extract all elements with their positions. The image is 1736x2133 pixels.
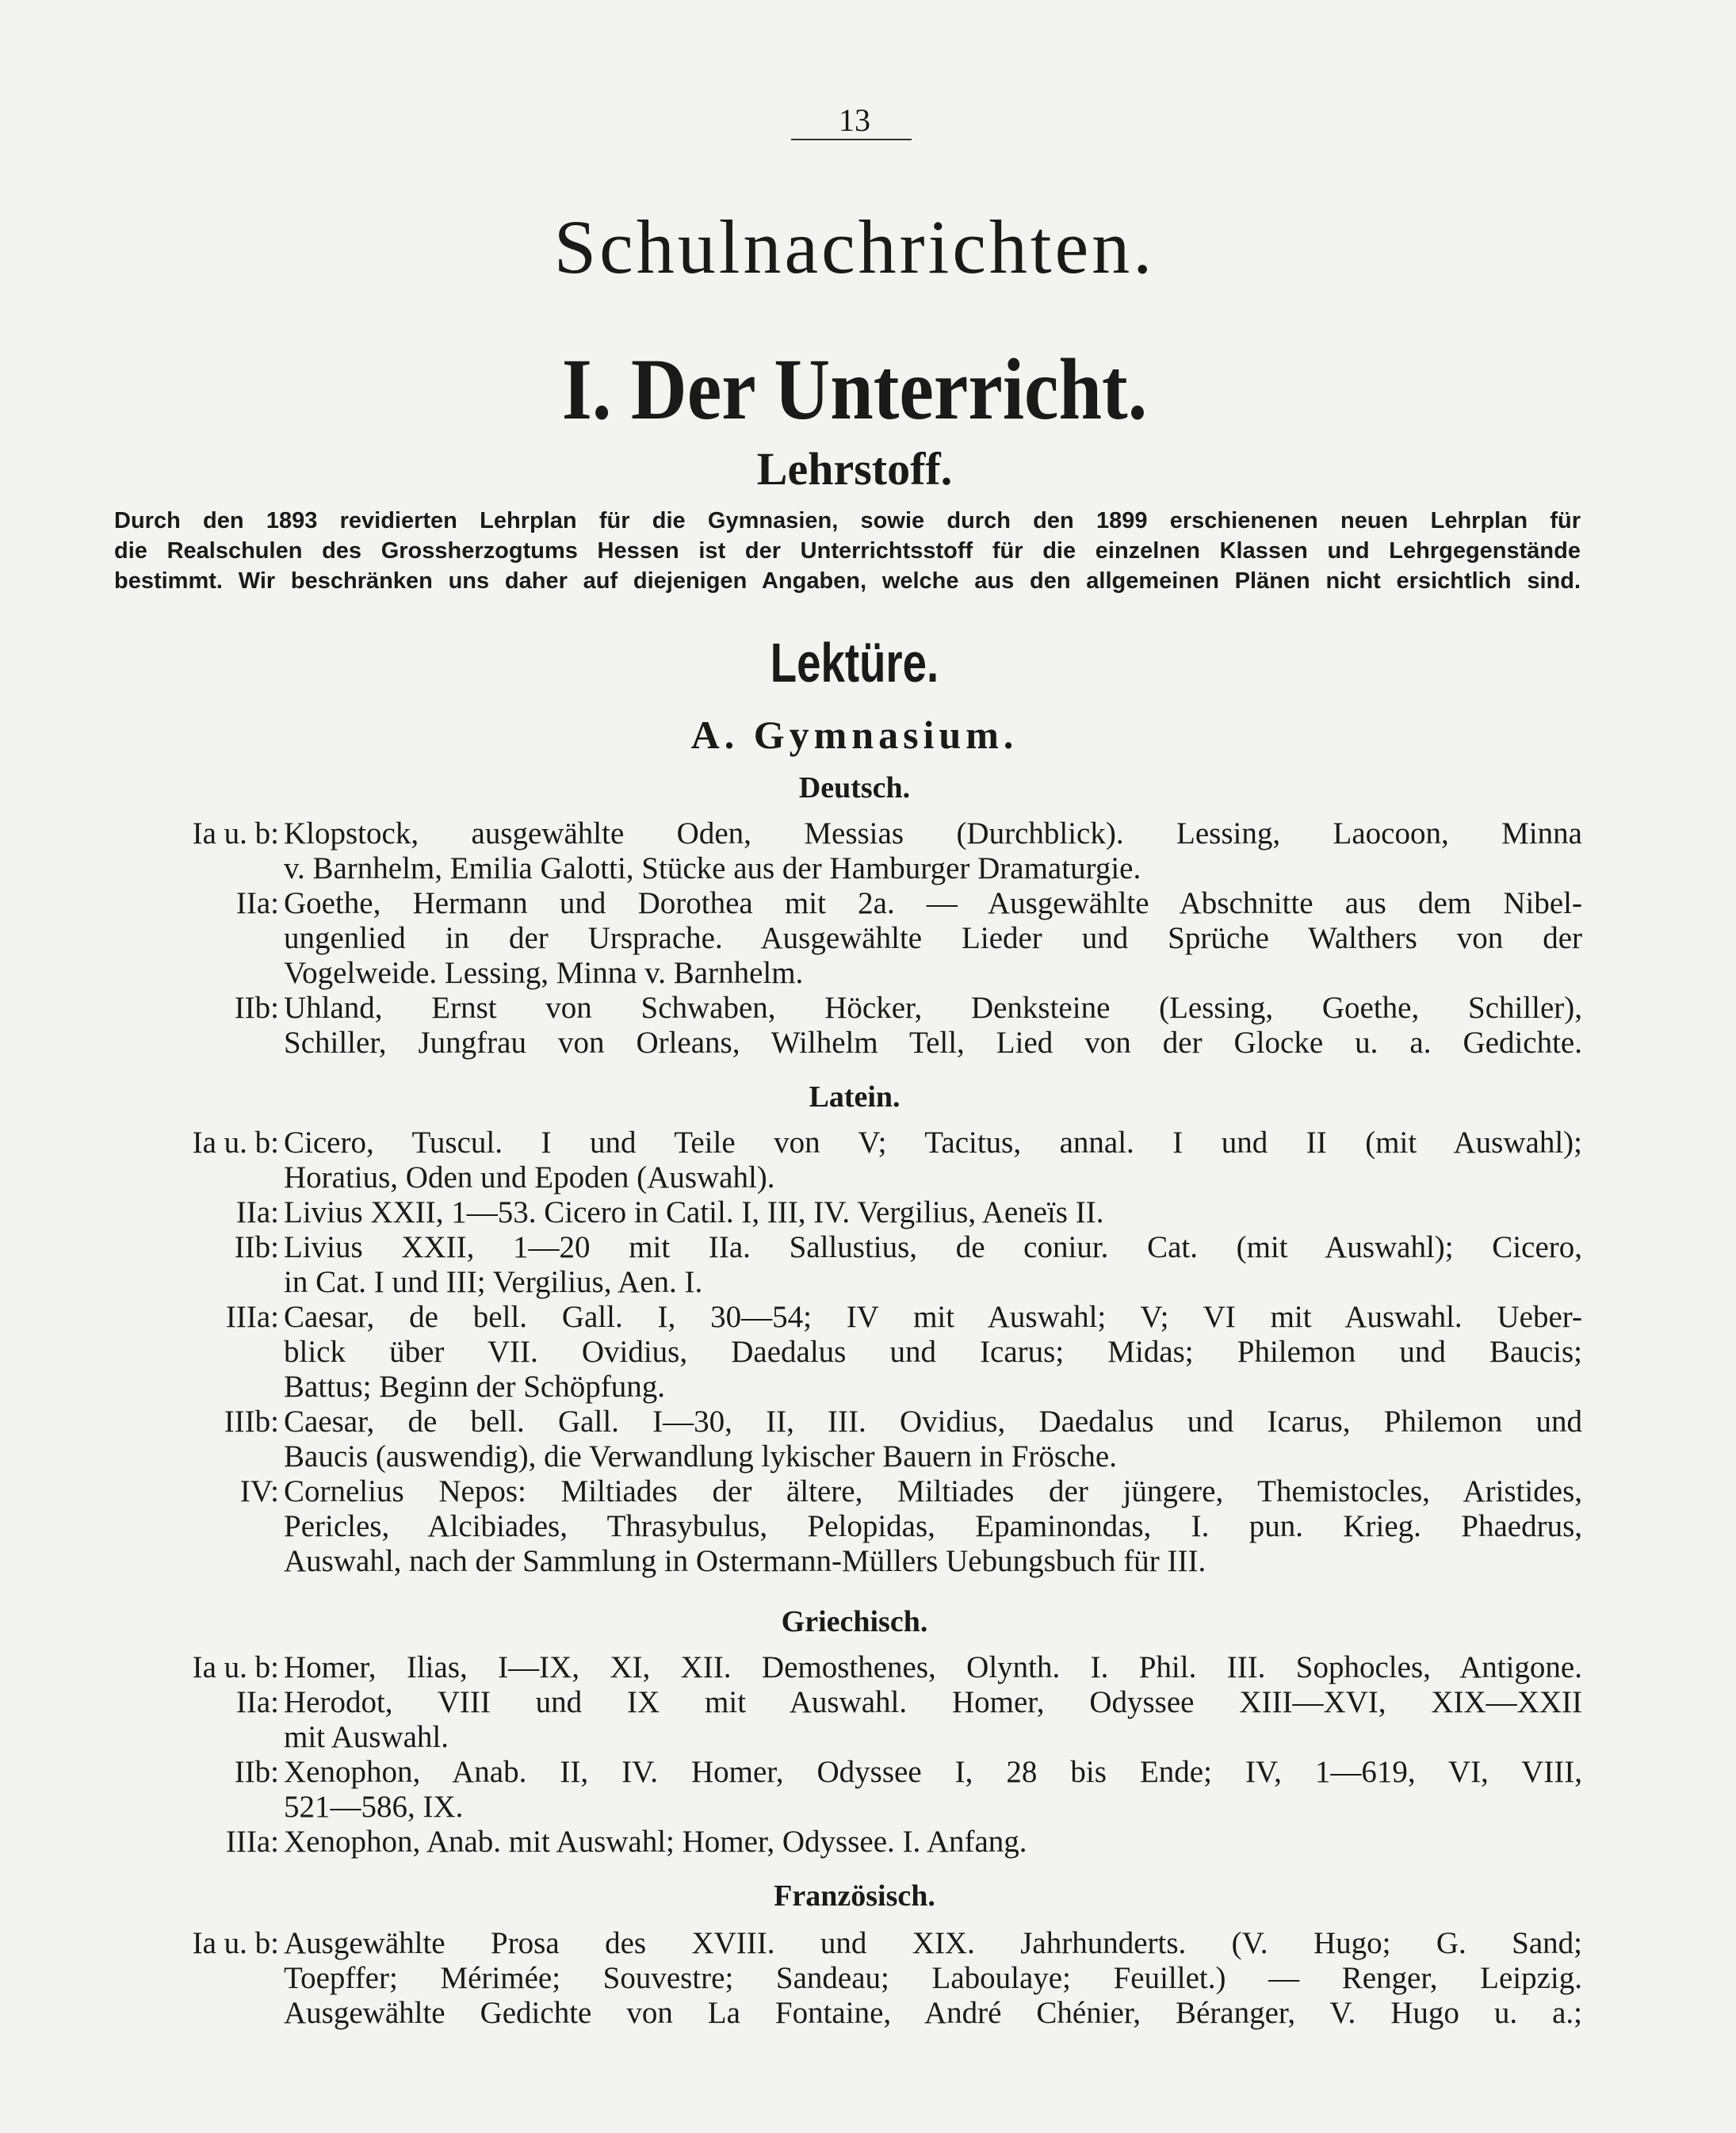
intro-line: die Realschulen des Grossherzogtums Hessen ist der Unterrichtsstoff für die einzelnen Klassen und Lehrgegenstände: [114, 538, 1581, 564]
class-label: IIb:: [234, 1755, 279, 1789]
entry-line: Livius XXII, 1—53. Cicero in Catil. I, III, IV. Vergilius, Aeneïs II.: [284, 1195, 1104, 1229]
entry-line: v. Barnhelm, Emilia Galotti, Stücke aus der Hamburger Dramaturgie.: [284, 851, 1141, 885]
entry-line: mit Auswahl.: [284, 1720, 449, 1754]
entry-text: [284, 1126, 1582, 1195]
section-title: I. Der Unterricht.: [561, 342, 1148, 438]
entry-line: Herodot, VIII und IX mit Auswahl. Homer, Odyssee XIII—XVI, XIX—XXII: [284, 1685, 1582, 1719]
entry-line: in Cat. I und III; Vergilius, Aen. I.: [284, 1265, 703, 1299]
entry-line: Goethe, Hermann und Dorothea mit 2a. — Ausgewählte Abschnitte aus dem Nibel-: [284, 886, 1582, 920]
entry-line: Auswahl, nach der Sammlung in Ostermann-Müllers Uebungsbuch für III.: [284, 1544, 1206, 1578]
entry-text: [284, 1195, 1582, 1230]
entry-line: Uhland, Ernst von Schwaben, Höcker, Denksteine (Lessing, Goethe, Schiller),: [284, 991, 1582, 1025]
class-label: IIa:: [235, 886, 279, 920]
intro-line: bestimmt. Wir beschränken uns daher auf diejenigen Angaben, welche aus den allgemeinen Plänen nicht ersichtlich sind.: [114, 568, 1581, 594]
class-label: Ia u. b:: [192, 1126, 279, 1160]
entry-line: Klopstock, ausgewählte Oden, Messias (Durchblick). Lessing, Laocoon, Minna: [284, 816, 1582, 851]
entry-line: ungenlied in der Ursprache. Ausgewählte Lieder und Sprüche Walthers von der: [284, 921, 1582, 955]
entry-text: [284, 1474, 1582, 1579]
subject-heading-deutsch: Deutsch.: [798, 771, 911, 805]
class-label: IIa:: [235, 1195, 279, 1229]
entry-text: [284, 1650, 1582, 1685]
entry-line: Toepffer; Mérimée; Souvestre; Sandeau; Laboulaye; Feuillet.) — Renger, Leipzig.: [284, 1961, 1582, 1995]
class-label: IIIa:: [225, 1825, 279, 1859]
class-label: IIb:: [234, 1230, 279, 1264]
entry-line: Horatius, Oden und Epoden (Auswahl).: [284, 1160, 775, 1195]
page-number-rule: [791, 139, 912, 140]
subsection-title: Lehrstoff.: [756, 443, 953, 495]
school-heading: A. Gymnasium.: [690, 713, 1019, 757]
document-title: Schulnachrichten.: [553, 205, 1156, 289]
entry-line: Xenophon, Anab. mit Auswahl; Homer, Odyssee. I. Anfang.: [284, 1825, 1027, 1859]
entry-line: Caesar, de bell. Gall. I—30, II, III. Ovidius, Daedalus und Icarus, Philemon und: [284, 1405, 1582, 1439]
entry-line: Vogelweide. Lessing, Minna v. Barnhelm.: [284, 956, 804, 990]
entry-line: blick über VII. Ovidius, Daedalus und Icarus; Midas; Philemon und Baucis;: [284, 1335, 1582, 1369]
class-label: Ia u. b:: [192, 1650, 279, 1684]
entry-text: [284, 1685, 1582, 1755]
entry-text: [284, 1926, 1582, 2031]
entry-text: [284, 1405, 1582, 1474]
intro-line: Durch den 1893 revidierten Lehrplan für die Gymnasien, sowie durch den 1899 erschienenen neuen Lehrplan für: [114, 508, 1581, 533]
entry-line: Caesar, de bell. Gall. I, 30—54; IV mit Auswahl; V; VI mit Auswahl. Ueber-: [284, 1300, 1582, 1334]
intro-paragraph: [114, 506, 1581, 596]
entry-line: Livius XXII, 1—20 mit IIa. Sallustius, de coniur. Cat. (mit Auswahl); Cicero,: [284, 1230, 1582, 1264]
entry-text: [284, 1755, 1582, 1825]
entry-line: Battus; Beginn der Schöpfung.: [284, 1370, 665, 1404]
entry-text: [284, 1825, 1582, 1860]
class-label: IIIb:: [224, 1405, 279, 1439]
class-label: IIa:: [235, 1685, 279, 1719]
entry-text: [284, 1300, 1582, 1405]
class-label: Ia u. b:: [192, 816, 279, 851]
class-label: IV:: [239, 1474, 279, 1508]
entry-line: Xenophon, Anab. II, IV. Homer, Odyssee I, 28 bis Ende; IV, 1—619, VI, VIII,: [284, 1755, 1582, 1789]
class-label: IIIa:: [225, 1300, 279, 1334]
entry-line: Homer, Ilias, I—IX, XI, XII. Demosthenes, Olynth. I. Phil. III. Sophocles, Antigone.: [284, 1650, 1582, 1684]
subject-heading-latein: Latein.: [809, 1080, 901, 1114]
entry-text: [284, 1230, 1582, 1300]
entry-line: Pericles, Alcibiades, Thrasybulus, Pelopidas, Epaminondas, I. pun. Krieg. Phaedrus,: [284, 1509, 1582, 1543]
entry-line: Schiller, Jungfrau von Orleans, Wilhelm Tell, Lied von der Glocke u. a. Gedichte.: [284, 1026, 1582, 1060]
page-number: 13: [839, 102, 870, 138]
subject-heading-griechisch: Griechisch.: [781, 1605, 928, 1638]
entry-line: Ausgewählte Prosa des XVIII. und XIX. Jahrhunderts. (V. Hugo; G. Sand;: [284, 1926, 1582, 1960]
entry-text: [284, 886, 1582, 991]
subject-heading-franzoesisch: Französisch.: [774, 1879, 935, 1913]
class-label: Ia u. b:: [192, 1926, 279, 1960]
entry-line: Cornelius Nepos: Miltiades der ältere, Miltiades der jüngere, Themistocles, Aristides,: [284, 1474, 1582, 1508]
entry-line: 521—586, IX.: [284, 1790, 464, 1824]
class-label: IIb:: [234, 991, 279, 1025]
entry-line: Baucis (auswendig), die Verwandlung lykischer Bauern in Frösche.: [284, 1439, 1117, 1474]
entry-line: Cicero, Tuscul. I und Teile von V; Tacitus, annal. I und II (mit Auswahl);: [284, 1126, 1582, 1160]
entry-line: Ausgewählte Gedichte von La Fontaine, André Chénier, Béranger, V. Hugo u. a.;: [284, 1996, 1582, 2030]
entry-text: [284, 991, 1582, 1061]
lektuere-heading: Lektüre.: [770, 632, 939, 694]
entry-text: [284, 816, 1582, 886]
